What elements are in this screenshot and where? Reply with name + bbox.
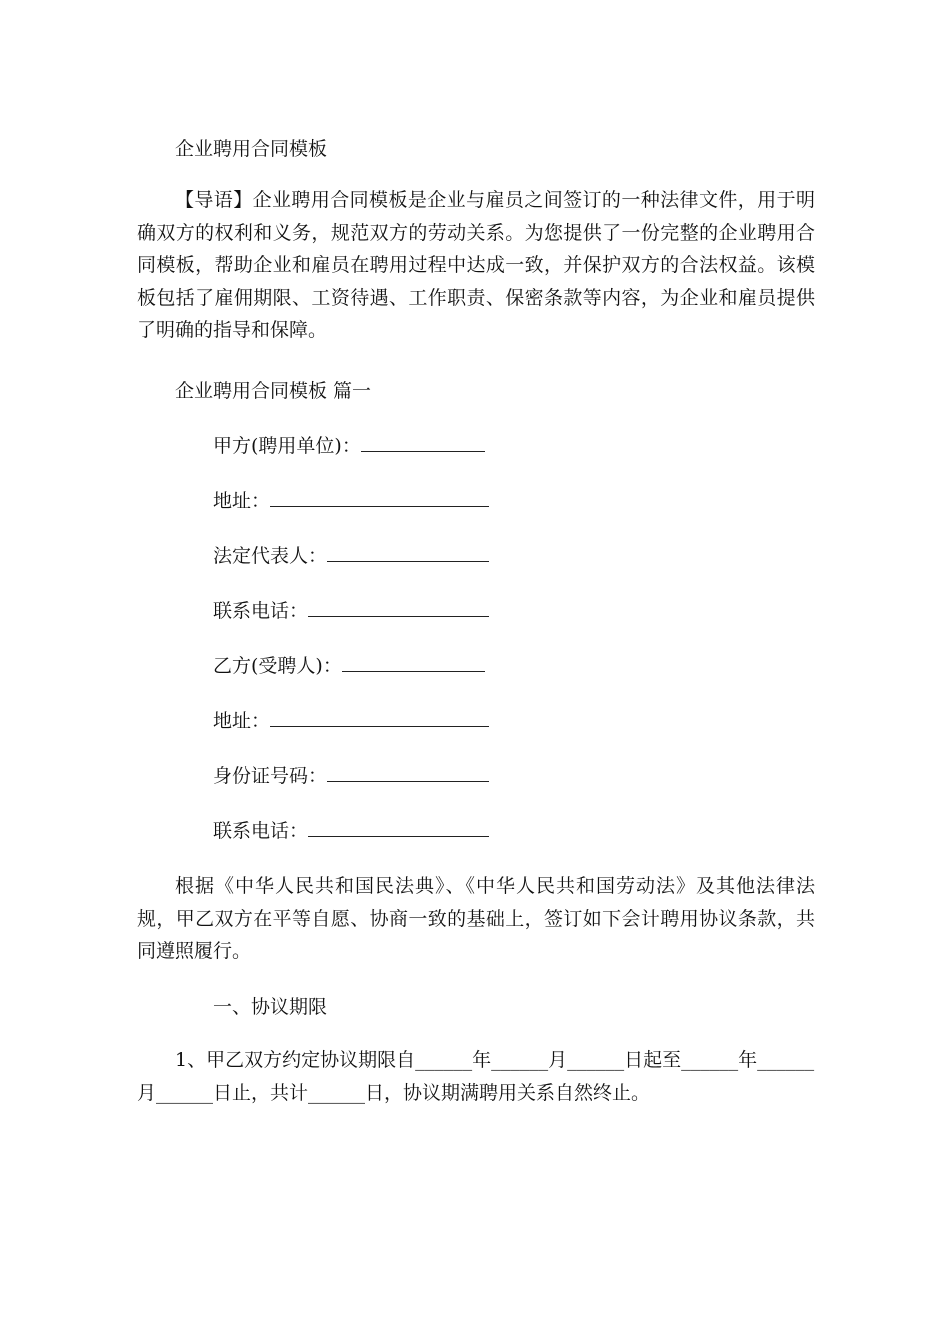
blank-line: [270, 491, 489, 507]
clause-1-paragraph: 1、甲乙双方约定协议期限自______年______月______日起至______年______月______日止，共计______日，协议期满聘用关系自然终止。: [137, 1049, 815, 1104]
document-title: 企业聘用合同模板: [175, 138, 328, 160]
field-legal-rep: [213, 546, 489, 566]
field-address-a: [213, 491, 489, 511]
field-label: 地址：: [213, 710, 271, 732]
field-party-b: [213, 656, 485, 676]
field-label: 联系电话：: [213, 820, 309, 842]
field-id-number: [213, 766, 489, 786]
basis-paragraph: 根据《中华人民共和国民法典》、《中华人民共和国劳动法》及其他法律法规，甲乙双方在平等自愿、协商一致的基础上，签订如下会计聘用协议条款，共同遵照履行。: [137, 875, 815, 962]
blank-line: [308, 821, 489, 837]
field-phone-b: [213, 821, 489, 841]
field-party-a: [213, 436, 485, 456]
field-label: 地址：: [213, 490, 271, 512]
blank-line: [327, 766, 489, 782]
field-phone-a: [213, 601, 489, 621]
field-address-b: [213, 711, 489, 731]
intro-paragraph: 【导语】企业聘用合同模板是企业与雇员之间签订的一种法律文件，用于明确双方的权利和义务，规范双方的劳动关系。为您提供了一份完整的企业聘用合同模板，帮助企业和雇员在聘用过程中达成一致，并保护双方的合法权益。该模板包括了雇佣期限、工资待遇、工作职责、保密条款等内容，为企业和雇员提供了明确的指导和保障。: [137, 189, 815, 341]
blank-line: [308, 601, 489, 617]
blank-line: [270, 711, 489, 727]
field-label: 乙方(受聘人)：: [213, 655, 342, 677]
field-label: 法定代表人：: [213, 545, 328, 567]
section-title: 企业聘用合同模板 篇一: [175, 380, 372, 402]
field-label: 身份证号码：: [213, 765, 328, 787]
clause-heading: 一、协议期限: [213, 996, 328, 1018]
field-label: 联系电话：: [213, 600, 309, 622]
blank-line: [361, 436, 485, 452]
field-label: 甲方(聘用单位)：: [213, 435, 361, 457]
blank-line: [327, 546, 489, 562]
blank-line: [342, 656, 485, 672]
